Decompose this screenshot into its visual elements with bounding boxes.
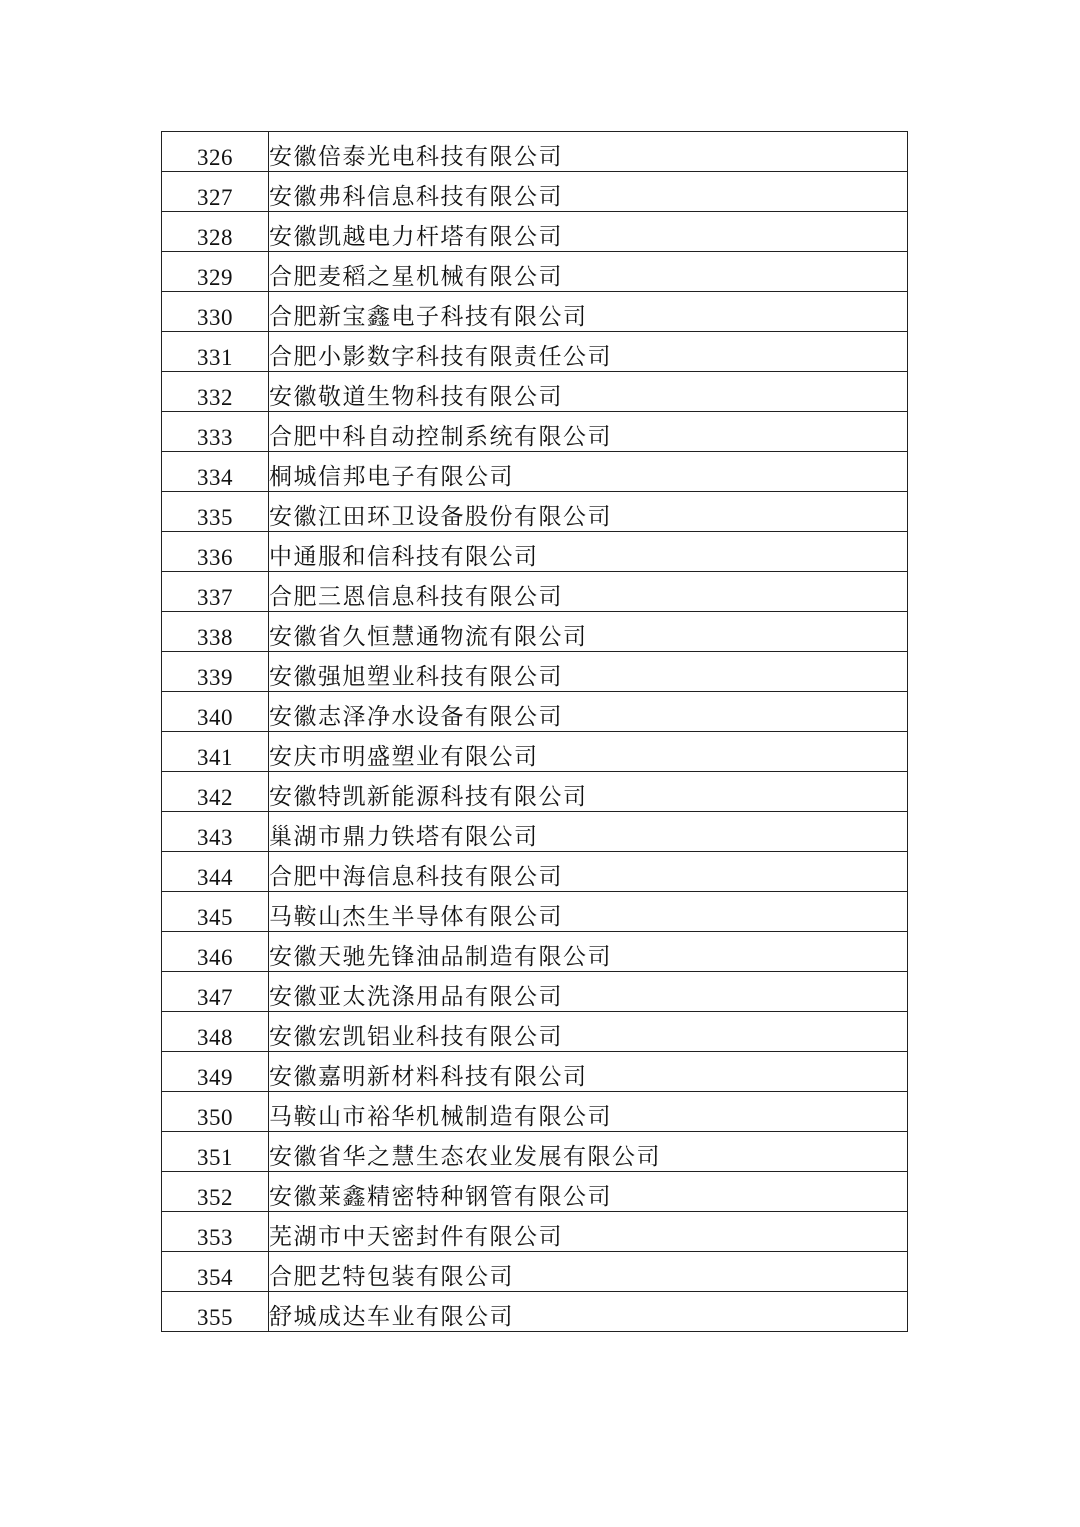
row-number: 331 — [162, 332, 269, 372]
table-row — [162, 612, 908, 652]
row-number: 353 — [162, 1212, 269, 1252]
table-row — [162, 812, 908, 852]
table-body — [162, 132, 908, 1332]
table-row — [162, 1212, 908, 1252]
company-name: 合肥麦稻之星机械有限公司 — [269, 252, 908, 292]
row-number: 333 — [162, 412, 269, 452]
company-name: 安徽弗科信息科技有限公司 — [269, 172, 908, 212]
company-name: 中通服和信科技有限公司 — [269, 532, 908, 572]
company-list-table — [161, 131, 908, 1332]
company-name: 安庆市明盛塑业有限公司 — [269, 732, 908, 772]
table-row — [162, 252, 908, 292]
table-row — [162, 1252, 908, 1292]
company-name: 安徽亚太洗涤用品有限公司 — [269, 972, 908, 1012]
row-number: 338 — [162, 612, 269, 652]
table-row — [162, 292, 908, 332]
row-number: 341 — [162, 732, 269, 772]
table-row — [162, 692, 908, 732]
row-number: 342 — [162, 772, 269, 812]
company-name: 桐城信邦电子有限公司 — [269, 452, 908, 492]
row-number: 339 — [162, 652, 269, 692]
company-name: 安徽天驰先锋油品制造有限公司 — [269, 932, 908, 972]
table-row — [162, 532, 908, 572]
table-row — [162, 932, 908, 972]
company-name: 安徽倍泰光电科技有限公司 — [269, 132, 908, 172]
table-row — [162, 332, 908, 372]
table-row — [162, 452, 908, 492]
company-name: 舒城成达车业有限公司 — [269, 1292, 908, 1332]
company-name: 合肥三恩信息科技有限公司 — [269, 572, 908, 612]
company-name: 安徽敬道生物科技有限公司 — [269, 372, 908, 412]
row-number: 328 — [162, 212, 269, 252]
row-number: 326 — [162, 132, 269, 172]
table-row — [162, 732, 908, 772]
row-number: 336 — [162, 532, 269, 572]
table-row — [162, 1132, 908, 1172]
table-row — [162, 172, 908, 212]
row-number: 347 — [162, 972, 269, 1012]
row-number: 337 — [162, 572, 269, 612]
row-number: 355 — [162, 1292, 269, 1332]
row-number: 344 — [162, 852, 269, 892]
row-number: 346 — [162, 932, 269, 972]
row-number: 348 — [162, 1012, 269, 1052]
row-number: 350 — [162, 1092, 269, 1132]
row-number: 330 — [162, 292, 269, 332]
table-row — [162, 492, 908, 532]
company-name: 安徽莱鑫精密特种钢管有限公司 — [269, 1172, 908, 1212]
company-name: 安徽强旭塑业科技有限公司 — [269, 652, 908, 692]
company-name: 安徽凯越电力杆塔有限公司 — [269, 212, 908, 252]
table-row — [162, 1092, 908, 1132]
table-row — [162, 772, 908, 812]
table-row — [162, 1052, 908, 1092]
company-name: 安徽省久恒慧通物流有限公司 — [269, 612, 908, 652]
company-name: 合肥新宝鑫电子科技有限公司 — [269, 292, 908, 332]
company-name: 安徽宏凯铝业科技有限公司 — [269, 1012, 908, 1052]
row-number: 352 — [162, 1172, 269, 1212]
company-name: 合肥中海信息科技有限公司 — [269, 852, 908, 892]
row-number: 340 — [162, 692, 269, 732]
row-number: 349 — [162, 1052, 269, 1092]
table-row — [162, 412, 908, 452]
company-name: 马鞍山市裕华机械制造有限公司 — [269, 1092, 908, 1132]
row-number: 354 — [162, 1252, 269, 1292]
row-number: 343 — [162, 812, 269, 852]
row-number: 329 — [162, 252, 269, 292]
company-name: 安徽嘉明新材料科技有限公司 — [269, 1052, 908, 1092]
table-row — [162, 132, 908, 172]
table-row — [162, 572, 908, 612]
table-row — [162, 652, 908, 692]
company-name: 合肥中科自动控制系统有限公司 — [269, 412, 908, 452]
row-number: 351 — [162, 1132, 269, 1172]
row-number: 332 — [162, 372, 269, 412]
table-row — [162, 892, 908, 932]
company-name: 安徽江田环卫设备股份有限公司 — [269, 492, 908, 532]
company-name: 安徽特凯新能源科技有限公司 — [269, 772, 908, 812]
table-row — [162, 852, 908, 892]
row-number: 335 — [162, 492, 269, 532]
table-row — [162, 1012, 908, 1052]
row-number: 345 — [162, 892, 269, 932]
company-name: 合肥艺特包装有限公司 — [269, 1252, 908, 1292]
table-row — [162, 972, 908, 1012]
company-name: 安徽志泽净水设备有限公司 — [269, 692, 908, 732]
company-name: 马鞍山杰生半导体有限公司 — [269, 892, 908, 932]
row-number: 334 — [162, 452, 269, 492]
company-name: 巢湖市鼎力铁塔有限公司 — [269, 812, 908, 852]
company-name: 芜湖市中天密封件有限公司 — [269, 1212, 908, 1252]
table-row — [162, 212, 908, 252]
table-row — [162, 372, 908, 412]
company-name: 合肥小影数字科技有限责任公司 — [269, 332, 908, 372]
company-name: 安徽省华之慧生态农业发展有限公司 — [269, 1132, 908, 1172]
table-row — [162, 1172, 908, 1212]
row-number: 327 — [162, 172, 269, 212]
table-row — [162, 1292, 908, 1332]
